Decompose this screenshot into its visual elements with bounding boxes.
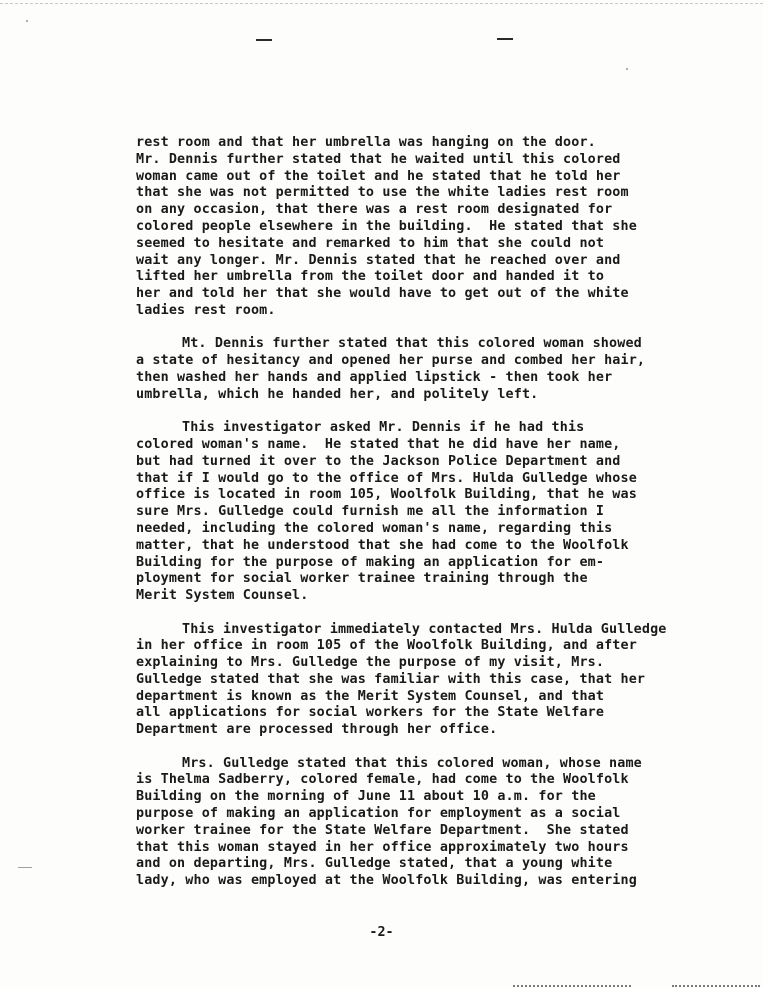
text-line: all applications for social workers for the State Welfare (136, 705, 605, 721)
scan-artifact (513, 983, 631, 987)
text-line: department is known as the Merit System Counsel, and that (136, 688, 605, 704)
text-line: on any occasion, that there was a rest room designated for (136, 202, 613, 218)
scan-speck (626, 68, 628, 70)
text-line: purpose of making an application for employment as a social (136, 806, 621, 822)
text-line: Building for the purpose of making an application for em- (136, 554, 605, 570)
text-line: sure Mrs. Gulledge could furnish me all the information I (136, 504, 605, 520)
text-line: Department are processed through her office. (136, 722, 498, 738)
text-line: Mt. Dennis further stated that this colored woman showed (182, 336, 642, 352)
text-line: explaining to Mrs. Gulledge the purpose of my visit, Mrs. (136, 655, 605, 671)
text-line: but had turned it over to the Jackson Police Department and (136, 453, 621, 469)
text-line: is Thelma Sadberry, colored female, had come to the Woolfolk (136, 772, 629, 788)
header-dash-right (497, 38, 513, 40)
paragraph (136, 135, 736, 320)
paragraph (136, 622, 736, 740)
text-line: colored woman's name. He stated that he did have her name, (136, 436, 621, 452)
text-line: lady, who was employed at the Woolfolk Building, was entering (136, 873, 637, 889)
text-line: lifted her umbrella from the toilet door and handed it to (136, 269, 605, 285)
text-line: ployment for social worker trainee training through the (136, 571, 588, 587)
paragraph (136, 420, 736, 605)
text-line: This investigator immediately contacted Mrs. Hulda Gulledge (182, 621, 667, 637)
text-line: that this woman stayed in her office approximately two hours (136, 839, 629, 855)
text-line: office is located in room 105, Woolfolk Building, that he was (136, 487, 637, 503)
paragraph (136, 336, 736, 403)
text-line: umbrella, which he handed her, and politely left. (136, 386, 539, 402)
text-line: in her office in room 105 of the Woolfolk Building, and after (136, 638, 637, 654)
text-line: matter, that he understood that she had come to the Woolfolk (136, 537, 629, 553)
text-line: ladies rest room. (136, 302, 276, 318)
text-line: Merit System Counsel. (136, 588, 309, 604)
text-line: that she was not permitted to use the white ladies rest room (136, 185, 629, 201)
text-line: Mrs. Gulledge stated that this colored woman, whose name (182, 755, 642, 771)
text-line: a state of hesitancy and opened her purse and combed her hair, (136, 353, 646, 369)
text-line: woman came out of the toilet and he stated that he told her (136, 168, 621, 184)
page-top-edge (0, 0, 763, 4)
paragraph (136, 756, 736, 890)
text-line: Gulledge stated that she was familiar with this case, that her (136, 671, 646, 687)
text-line: then washed her hands and applied lipstick - then took her (136, 369, 613, 385)
text-line: and on departing, Mrs. Gulledge stated, that a young white (136, 856, 613, 872)
text-line: needed, including the colored woman's name, regarding this (136, 520, 613, 536)
page-number: -2- (369, 925, 394, 940)
text-line: that if I would go to the office of Mrs. Hulda Gulledge whose (136, 470, 637, 486)
text-line: worker trainee for the State Welfare Department. She stated (136, 822, 629, 838)
text-line: seemed to hesitate and remarked to him that she could not (136, 235, 605, 251)
text-line: wait any longer. Mr. Dennis stated that he reached over and (136, 252, 621, 268)
text-line: This investigator asked Mr. Dennis if he had this (182, 420, 585, 436)
header-dash-left (256, 39, 272, 41)
document-body (136, 135, 736, 907)
margin-mark (18, 867, 32, 868)
scan-artifact (672, 983, 760, 987)
scan-speck (26, 20, 28, 22)
text-line: Building on the morning of June 11 about 10 a.m. for the (136, 789, 596, 805)
text-line: rest room and that her umbrella was hanging on the door. (136, 135, 596, 150)
text-line: her and told her that she would have to get out of the white (136, 286, 629, 302)
text-line: colored people elsewhere in the building. He stated that she (136, 218, 637, 234)
text-line: Mr. Dennis further stated that he waited until this colored (136, 151, 621, 167)
